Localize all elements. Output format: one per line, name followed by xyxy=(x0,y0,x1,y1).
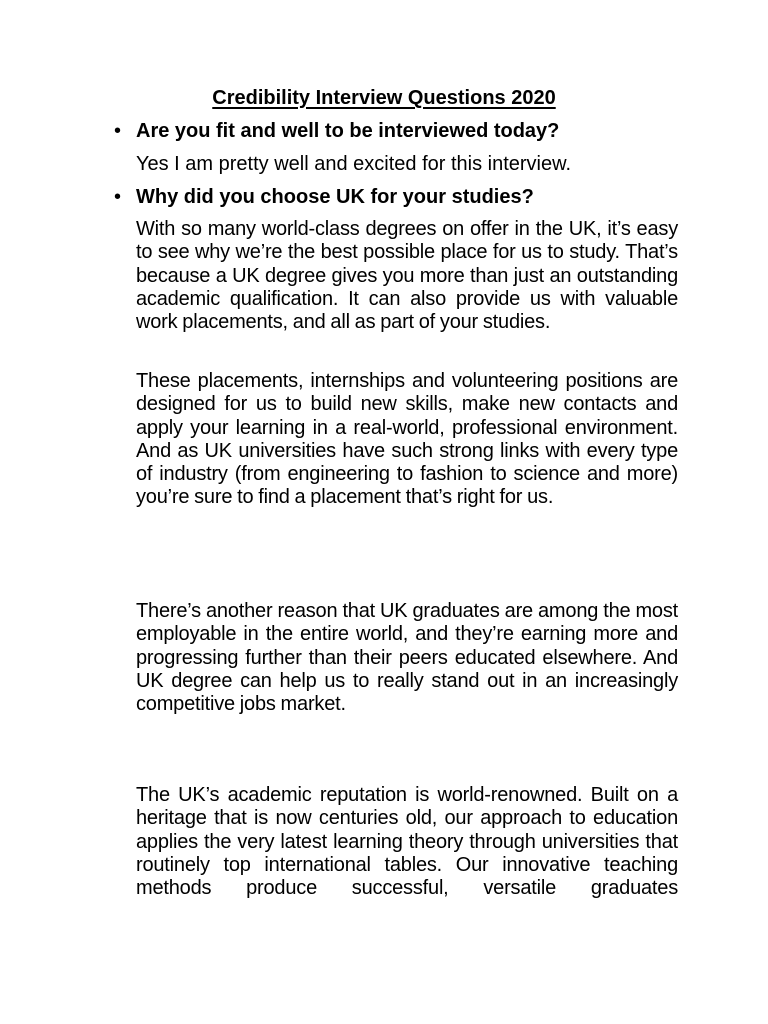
answer-1: Yes I am pretty well and excited for this interview. xyxy=(136,153,572,175)
answer-2-paragraph-3: There’s another reason that UK graduates are among the most employable in the entire world, and they’re earning more and progressing further than their peers educated elsewhere. And UK degree can help us to really stand out in an increasingly competitive jobs market. xyxy=(136,600,678,716)
question-2: Why did you choose UK for your studies? xyxy=(136,186,534,208)
answer-2-paragraph-4: The UK’s academic reputation is world-renowned. Built on a heritage that is now centuries old, our approach to education applies the very latest learning theory through universities that routinely top international tables. Our innovative teaching methods produce successful, versatile graduates xyxy=(136,784,678,900)
document-title: Credibility Interview Questions 2020 xyxy=(212,87,556,109)
answer-2-paragraph-2: These placements, internships and volunteering positions are designed for us to build new skills, make new contacts and apply your learning in a real-world, professional environment. And as UK universities have such strong links with every type of industry (from engineering to fashion to science and more) you’re sure to find a placement that’s right for us. xyxy=(136,370,678,509)
bullet-icon: • xyxy=(114,120,122,142)
bullet-icon: • xyxy=(114,186,122,208)
answer-2-paragraph-1: With so many world-class degrees on offer in the UK, it’s easy to see why we’re the best possible place for us to study. That’s because a UK degree gives you more than just an outstanding academic qualification. It can also provide us with valuable work placements, and all as part of your studies. xyxy=(136,218,678,334)
question-1: Are you fit and well to be interviewed today? xyxy=(136,120,560,142)
